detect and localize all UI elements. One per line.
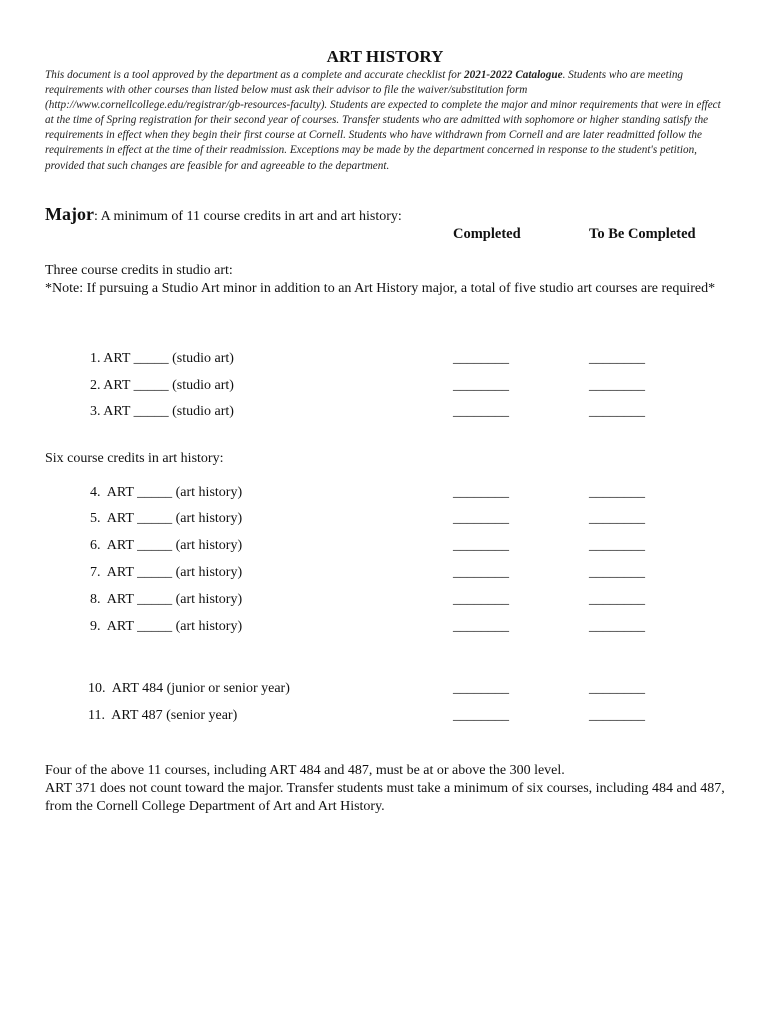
course-label: 9. ART _____ (art history) <box>90 619 243 634</box>
intro-text-after: . Students who are meeting requirements with other courses than listed below must ask their advisor to file the waiver/substitution form (http://www.cornellcollege.edu/registrar/gb-resources-faculty). Students are expected to complete the major and minor requirements that were in effect at the time of Spring registration for their second year of courses. Transfer students who are admitted with sophomore or higher standing satisfy the requirements in effect when they begin their first course at Cornell. Students who have withdrawn from Cornell and are later readmitted follow the requirements in effect at the time of their readmission. Exceptions may be made by the department concerned in response to the student's petition, provided that such changes are feasible for and agreeable to the department. <box>45 69 721 172</box>
course-row-2 <box>0 378 770 398</box>
column-to-be-completed: To Be Completed <box>589 226 696 242</box>
course-label: 4. ART _____ (art history) <box>90 485 243 500</box>
course-row-5 <box>0 511 770 531</box>
to-be-completed-blank[interactable]: ________ <box>589 404 645 419</box>
course-label: 11. ART 487 (senior year) <box>88 708 238 723</box>
course-row-10 <box>0 681 770 701</box>
completed-blank[interactable]: ________ <box>453 538 509 553</box>
course-label: 7. ART _____ (art history) <box>90 565 243 580</box>
to-be-completed-blank[interactable]: ________ <box>589 485 645 500</box>
course-row-9 <box>0 619 770 639</box>
completed-blank[interactable]: ________ <box>453 511 509 526</box>
course-row-11 <box>0 708 770 728</box>
document-title: ART HISTORY <box>326 47 444 66</box>
to-be-completed-blank[interactable]: ________ <box>589 681 645 696</box>
column-completed: Completed <box>453 226 521 242</box>
course-row-3 <box>0 404 770 424</box>
completed-blank[interactable]: ________ <box>453 592 509 607</box>
completed-blank[interactable]: ________ <box>453 708 509 723</box>
course-label: 1. ART _____ (studio art) <box>90 351 234 366</box>
to-be-completed-blank[interactable]: ________ <box>589 351 645 366</box>
to-be-completed-blank[interactable]: ________ <box>589 378 645 393</box>
completed-blank[interactable]: ________ <box>453 681 509 696</box>
completed-blank[interactable]: ________ <box>453 565 509 580</box>
course-row-4 <box>0 485 770 505</box>
completed-blank[interactable]: ________ <box>453 404 509 419</box>
intro-paragraph <box>45 68 727 174</box>
to-be-completed-blank[interactable]: ________ <box>589 592 645 607</box>
footer-line-1: Four of the above 11 courses, including ART 484 and 487, must be at or above the 300 level. <box>45 763 565 778</box>
course-row-7 <box>0 565 770 585</box>
to-be-completed-blank[interactable]: ________ <box>589 538 645 553</box>
course-label: 10. ART 484 (junior or senior year) <box>88 681 290 696</box>
completed-blank[interactable]: ________ <box>453 485 509 500</box>
course-label: 3. ART _____ (studio art) <box>90 404 234 419</box>
course-label: 8. ART _____ (art history) <box>90 592 243 607</box>
course-row-6 <box>0 538 770 558</box>
to-be-completed-blank[interactable]: ________ <box>589 708 645 723</box>
studio-heading: Three course credits in studio art: <box>45 263 233 278</box>
major-lead: Major <box>45 204 94 224</box>
major-text: : A minimum of 11 course credits in art and art history: <box>93 209 402 224</box>
studio-section <box>45 262 735 298</box>
completed-blank[interactable]: ________ <box>453 351 509 366</box>
history-heading: Six course credits in art history: <box>45 451 224 466</box>
course-label: 5. ART _____ (art history) <box>90 511 243 526</box>
studio-note: *Note: If pursuing a Studio Art minor in addition to an Art History major, a total of five studio art courses are required* <box>45 281 716 296</box>
footer-line-2: ART 371 does not count toward the major. Transfer students must take a minimum of six courses, including 484 and 487, from the Cornell College Department of Art and Art History. <box>45 781 725 814</box>
to-be-completed-blank[interactable]: ________ <box>589 565 645 580</box>
course-label: 2. ART _____ (studio art) <box>90 378 234 393</box>
completed-blank[interactable]: ________ <box>453 619 509 634</box>
course-row-8 <box>0 592 770 612</box>
footer-notes <box>45 762 735 816</box>
to-be-completed-blank[interactable]: ________ <box>589 511 645 526</box>
course-label: 6. ART _____ (art history) <box>90 538 243 553</box>
course-row-1 <box>0 351 770 371</box>
to-be-completed-blank[interactable]: ________ <box>589 619 645 634</box>
completed-blank[interactable]: ________ <box>453 378 509 393</box>
intro-text-before: This document is a tool approved by the department as a complete and accurate checklist for <box>45 69 465 81</box>
intro-catalogue: 2021-2022 Catalogue <box>464 69 563 81</box>
major-heading <box>45 204 402 225</box>
